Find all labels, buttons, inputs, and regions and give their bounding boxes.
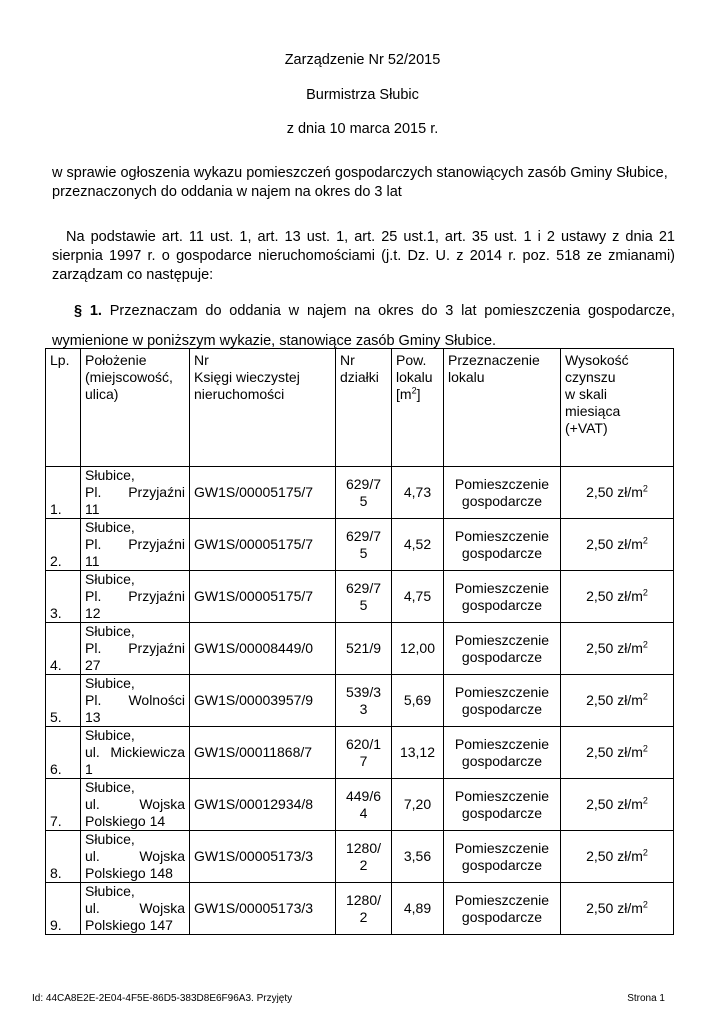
header-purpose: Przeznaczenie lokalu	[444, 349, 561, 467]
table-row	[46, 883, 674, 935]
cell-area: 12,00	[392, 623, 444, 675]
document-date: z dnia 10 marca 2015 r.	[286, 121, 439, 137]
cell-area: 5,69	[392, 675, 444, 727]
cell-rent: 2,50 $zł/m^2$	[561, 727, 674, 779]
section-1	[52, 296, 675, 356]
cell-plot: 449/6 4	[336, 779, 392, 831]
table-row	[46, 779, 674, 831]
cell-area: 7,20	[392, 779, 444, 831]
cell-rent: 2,50 $zł/m^2$	[561, 831, 674, 883]
cell-location: Słubice, Pl. Wolności 13	[81, 675, 190, 727]
header-plot: Nr działki	[336, 349, 392, 467]
cell-lp: 8.	[46, 831, 81, 883]
cell-plot: 1280/ 2	[336, 883, 392, 935]
table-row	[46, 675, 674, 727]
premises-table	[45, 348, 674, 935]
cell-rent: 2,50 $zł/m^2$	[561, 779, 674, 831]
cell-lp: 7.	[46, 779, 81, 831]
cell-area: 4,89	[392, 883, 444, 935]
cell-land-register: GW1S/00005173/3	[190, 883, 336, 935]
cell-land-register: GW1S/00008449/0	[190, 623, 336, 675]
section-1-mark: § 1.	[74, 303, 102, 319]
header-location: Położenie (miejscowość, ulica)	[81, 349, 190, 467]
table-header-row	[46, 349, 674, 467]
table-row	[46, 519, 674, 571]
cell-purpose: Pomieszczenie gospodarcze	[444, 831, 561, 883]
cell-location: Słubice, ul. Wojska Polskiego 148	[81, 831, 190, 883]
cell-location: Słubice, ul. Wojska Polskiego 14	[81, 779, 190, 831]
cell-lp: 4.	[46, 623, 81, 675]
cell-area: 4,52	[392, 519, 444, 571]
header-lp: Lp.	[46, 349, 81, 467]
cell-rent: 2,50 $zł/m^2$	[561, 883, 674, 935]
cell-plot: 539/3 3	[336, 675, 392, 727]
cell-lp: 2.	[46, 519, 81, 571]
cell-plot: 620/1 7	[336, 727, 392, 779]
cell-plot: 1280/ 2	[336, 831, 392, 883]
table-row	[46, 623, 674, 675]
document-subject: w sprawie ogłoszenia wykazu pomieszczeń gospodarczych stanowiących zasób Gminy Słubice, przeznaczonych do oddania w najem na okres do 3 lat	[52, 165, 668, 200]
cell-area: 4,73	[392, 467, 444, 519]
cell-lp: 6.	[46, 727, 81, 779]
header-rent: Wysokość czynszu w skali miesiąca (+VAT)	[561, 349, 674, 467]
table-row	[46, 727, 674, 779]
table-row	[46, 831, 674, 883]
cell-rent: 2,50 $zł/m^2$	[561, 519, 674, 571]
cell-land-register: GW1S/00005175/7	[190, 571, 336, 623]
cell-purpose: Pomieszczenie gospodarcze	[444, 519, 561, 571]
cell-lp: 1.	[46, 467, 81, 519]
cell-location: Słubice, Pl. Przyjaźni 27	[81, 623, 190, 675]
cell-rent: 2,50 $zł/m^2$	[561, 675, 674, 727]
cell-location: Słubice, Pl. Przyjaźni 12	[81, 571, 190, 623]
cell-land-register: GW1S/00005173/3	[190, 831, 336, 883]
cell-plot: 629/7 5	[336, 571, 392, 623]
cell-rent: 2,50 $zł/m^2$	[561, 623, 674, 675]
cell-rent: 2,50 $zł/m^2$	[561, 467, 674, 519]
cell-lp: 9.	[46, 883, 81, 935]
cell-area: 3,56	[392, 831, 444, 883]
cell-lp: 3.	[46, 571, 81, 623]
cell-location: Słubice, Pl. Przyjaźni 11	[81, 467, 190, 519]
document-authority: Burmistrza Słubic	[306, 87, 419, 103]
cell-purpose: Pomieszczenie gospodarcze	[444, 467, 561, 519]
cell-area: 4,75	[392, 571, 444, 623]
header-area: Pow. lokalu $[m^2]$	[392, 349, 444, 467]
cell-land-register: GW1S/00005175/7	[190, 519, 336, 571]
cell-plot: 521/9	[336, 623, 392, 675]
cell-location: Słubice, Pl. Przyjaźni 11	[81, 519, 190, 571]
table-row	[46, 467, 674, 519]
cell-purpose: Pomieszczenie gospodarcze	[444, 727, 561, 779]
cell-plot: 629/7 5	[336, 519, 392, 571]
cell-land-register: GW1S/00003957/9	[190, 675, 336, 727]
cell-location: Słubice, ul. Wojska Polskiego 147	[81, 883, 190, 935]
cell-purpose: Pomieszczenie gospodarcze	[444, 571, 561, 623]
cell-plot: 629/7 5	[336, 467, 392, 519]
cell-area: 13,12	[392, 727, 444, 779]
section-1-text: Przeznaczam do oddania w najem na okres do 3 lat pomieszczenia gospodarcze, wymienione w poniższym wykazie, stanowiące zasób Gminy Słubice.	[52, 303, 676, 349]
table-row	[46, 571, 674, 623]
cell-purpose: Pomieszczenie gospodarcze	[444, 623, 561, 675]
cell-purpose: Pomieszczenie gospodarcze	[444, 883, 561, 935]
legal-basis: Na podstawie art. 11 ust. 1, art. 13 ust. 1, art. 25 ust.1, art. 35 ust. 1 i 2 ustawy z dnia 21 sierpnia 1997 r. o gospodarce nieruchomościami (j.t. Dz. U. z 2014 r. poz. 518 ze zmianami) zarządzam co następuje:	[52, 229, 675, 283]
cell-rent: 2,50 $zł/m^2$	[561, 571, 674, 623]
cell-purpose: Pomieszczenie gospodarcze	[444, 779, 561, 831]
cell-purpose: Pomieszczenie gospodarcze	[444, 675, 561, 727]
cell-land-register: GW1S/00011868/7	[190, 727, 336, 779]
cell-land-register: GW1S/00012934/8	[190, 779, 336, 831]
header-land-register: Nr Księgi wieczystej nieruchomości	[190, 349, 336, 467]
cell-land-register: GW1S/00005175/7	[190, 467, 336, 519]
cell-location: Słubice, ul. Mickiewicza 1	[81, 727, 190, 779]
cell-lp: 5.	[46, 675, 81, 727]
footer-page-number: Strona 1	[627, 993, 665, 1004]
document-title: Zarządzenie Nr 52/2015	[284, 52, 441, 68]
footer-document-id: Id: 44CA8E2E-2E04-4F5E-86D5-383D8E6F96A3. Przyjęty	[32, 993, 293, 1004]
